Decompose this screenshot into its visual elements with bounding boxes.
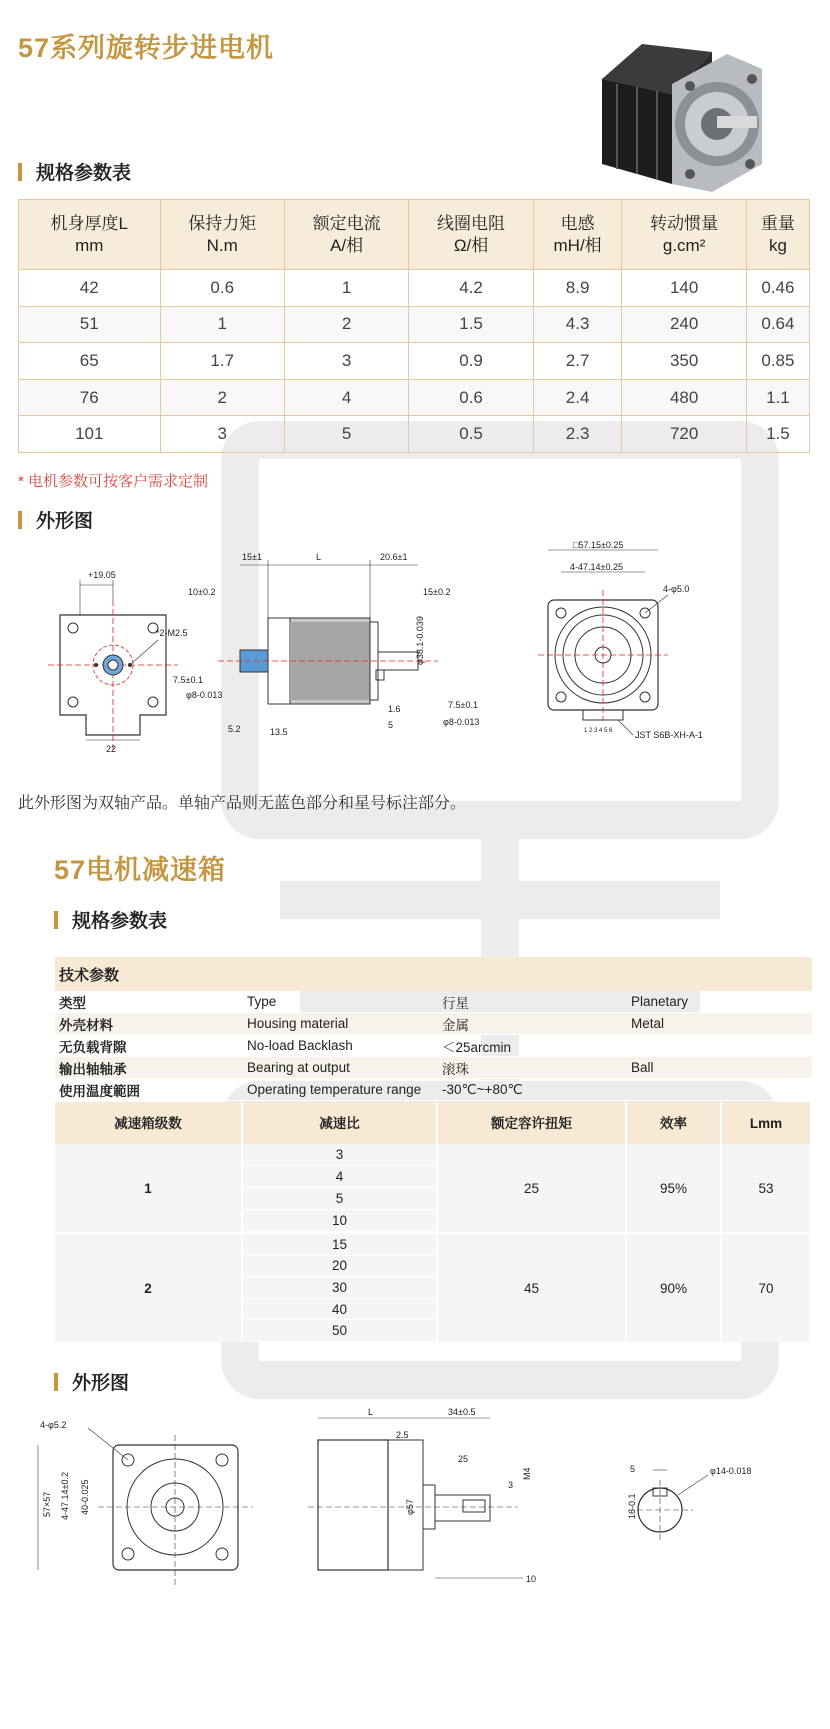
table-row xyxy=(19,416,810,453)
dim-label: M4 xyxy=(522,1467,532,1480)
motor-title: 57系列旋转步进电机 xyxy=(18,33,275,63)
ratio-cell: 4 xyxy=(243,1166,436,1188)
torque-cell: 45 xyxy=(438,1234,627,1342)
table-row xyxy=(19,343,810,380)
table-cell: 240 xyxy=(622,306,746,343)
table-cell: 1 xyxy=(284,270,408,307)
dim-label: 7.5±0.1 xyxy=(173,675,203,685)
table-cell: 140 xyxy=(622,270,746,307)
ratio-list xyxy=(243,1144,438,1232)
dim-label: 16-0.1 xyxy=(627,1493,637,1519)
dim-label: 34±0.5 xyxy=(448,1407,476,1417)
dim-label: 5 xyxy=(388,720,394,730)
table-cell: 0.64 xyxy=(746,306,809,343)
table-cell: 42 xyxy=(19,270,161,307)
header-ratio: 减速比 xyxy=(243,1102,438,1144)
dim-label: φ8-0.013 xyxy=(443,717,480,727)
ratio-cell: 40 xyxy=(243,1299,436,1321)
gearbox-title: 57电机减速箱 xyxy=(54,855,227,885)
header-efficiency: 效率 xyxy=(627,1102,722,1144)
custom-note: * 电机参数可按客户需求定制 xyxy=(18,473,209,490)
table-cell: 51 xyxy=(19,306,161,343)
table-cell: 0.46 xyxy=(746,270,809,307)
dim-label: 13.5 xyxy=(270,727,288,737)
motor-outline-heading: 外形图 xyxy=(18,506,93,533)
heading-bar xyxy=(18,163,22,181)
table-cell: 101 xyxy=(19,416,161,453)
table-cell: 0.5 xyxy=(409,416,533,453)
motor-spec-heading: 规格参数表 xyxy=(18,158,131,185)
tech-header: 技术参数 xyxy=(55,957,812,991)
table-cell: 5 xyxy=(284,416,408,453)
header-inductance: 电感 mH/相 xyxy=(533,200,622,270)
table-cell: 4.3 xyxy=(533,306,622,343)
dim-label: 4-47.14±0.2 xyxy=(60,1472,70,1520)
dim-label: φ14-0.018 xyxy=(710,1466,752,1476)
header-thickness: 机身厚度L mm xyxy=(19,200,161,270)
table-cell: 1.5 xyxy=(409,306,533,343)
gearbox-spec-heading: 规格参数表 xyxy=(54,906,167,933)
table-cell: 1.1 xyxy=(746,379,809,416)
dim-label: 1 2 3 4 5 6 xyxy=(584,728,613,734)
dim-label: +19.05 xyxy=(88,570,116,580)
ratio-group-2 xyxy=(55,1232,812,1342)
heading-bar xyxy=(54,1373,58,1391)
ratio-cell: 50 xyxy=(243,1320,436,1342)
heading-bar xyxy=(54,911,58,929)
dim-label: 40-0.025 xyxy=(80,1479,90,1515)
table-cell: 0.6 xyxy=(409,379,533,416)
dim-label: 4-47.14±0.25 xyxy=(570,562,623,572)
gearbox-side-view xyxy=(308,1407,536,1584)
dim-label: 2.5 xyxy=(396,1430,409,1440)
dim-label: 4-φ5.0 xyxy=(663,584,690,594)
table-cell: 4 xyxy=(284,379,408,416)
header-stage: 减速箱级数 xyxy=(55,1102,243,1144)
table-row: 无负载背隙 No-load Backlash ＜25arcmin xyxy=(55,1035,812,1057)
table-cell: 0.6 xyxy=(160,270,284,307)
motor-spec-table xyxy=(18,199,810,453)
dim-label: φ57 xyxy=(405,1499,415,1515)
table-cell: 2.7 xyxy=(533,343,622,380)
header-current: 额定电流 A/相 xyxy=(284,200,408,270)
gearbox-front-view xyxy=(38,1420,253,1585)
table-row: 使用温度範囲 Operating temperature range -30℃~+80℃ xyxy=(55,1079,812,1101)
table-row xyxy=(19,379,810,416)
gearbox-ratio-table xyxy=(55,1102,812,1342)
ratio-cell: 10 xyxy=(243,1210,436,1232)
outline-caption: 此外形图为双轴产品。单轴产品则无蓝色部分和星号标注部分。 xyxy=(18,795,467,812)
dim-label: □57.15±0.25 xyxy=(573,540,624,550)
eff-cell: 95% xyxy=(627,1144,722,1232)
table-cell: 2.4 xyxy=(533,379,622,416)
dim-label: *2-M2.5 xyxy=(156,628,188,638)
ratio-group-1 xyxy=(55,1144,812,1232)
ratio-cell: 3 xyxy=(243,1144,436,1166)
ratio-list xyxy=(243,1234,438,1342)
table-cell: 0.85 xyxy=(746,343,809,380)
dim-label: L xyxy=(368,1407,374,1417)
table-cell: 0.9 xyxy=(409,343,533,380)
header-inertia: 转动惯量 g.cm² xyxy=(622,200,746,270)
table-row: 外壳材料 Housing material 金属 Metal xyxy=(55,1013,812,1035)
stage-cell: 2 xyxy=(55,1234,243,1342)
gearbox-outline-drawing xyxy=(18,1400,818,1615)
gearbox-tech-table xyxy=(55,957,812,1101)
len-cell: 70 xyxy=(722,1234,812,1342)
shaft-section-view xyxy=(627,1464,751,1540)
ratio-cell: 20 xyxy=(243,1256,436,1278)
dim-label: 7.5±0.1 xyxy=(448,700,478,710)
dim-label: φ8-0.013 xyxy=(186,690,223,700)
table-cell: 480 xyxy=(622,379,746,416)
dim-label: 3 xyxy=(508,1480,514,1490)
dim-label: JST S6B-XH-A-1 xyxy=(635,730,703,740)
table-cell: 2 xyxy=(160,379,284,416)
table-cell: 3 xyxy=(284,343,408,380)
len-cell: 53 xyxy=(722,1144,812,1232)
dim-label: 15±0.2 xyxy=(423,587,451,597)
dim-label: 5 xyxy=(630,1464,636,1474)
table-cell: 76 xyxy=(19,379,161,416)
table-header-row xyxy=(19,200,810,270)
table-cell: 2 xyxy=(284,306,408,343)
table-cell: 3 xyxy=(160,416,284,453)
table-row: 类型 Type 行星 Planetary xyxy=(55,991,812,1013)
table-row xyxy=(19,270,810,307)
table-cell: 350 xyxy=(622,343,746,380)
dim-label: L xyxy=(316,552,322,562)
table-cell: 1.7 xyxy=(160,343,284,380)
ratio-cell: 15 xyxy=(243,1234,436,1256)
front-view xyxy=(48,570,188,754)
dim-label: 20.6±1 xyxy=(380,552,408,562)
dim-label: 1.6 xyxy=(388,704,401,714)
table-cell: 8.9 xyxy=(533,270,622,307)
dim-label: 57×57 xyxy=(42,1491,52,1517)
table-row xyxy=(19,306,810,343)
dim-label: 22 xyxy=(106,744,117,754)
ratio-cell: 5 xyxy=(243,1188,436,1210)
dim-label: 10±0.2 xyxy=(188,587,216,597)
table-row: 输出轴轴承 Bearing at output 滚珠 Ball xyxy=(55,1057,812,1079)
header-length: L mm xyxy=(722,1102,812,1144)
header-torque: 额定 容许扭矩 xyxy=(438,1102,627,1144)
stage-cell: 1 xyxy=(55,1144,243,1232)
rear-view xyxy=(538,540,703,740)
eff-cell: 90% xyxy=(627,1234,722,1342)
dim-label: 15±1 xyxy=(242,552,262,562)
header-resistance: 线圈电阻 Ω/相 xyxy=(409,200,533,270)
table-cell: 1 xyxy=(160,306,284,343)
table-cell: 720 xyxy=(622,416,746,453)
heading-bar xyxy=(18,511,22,529)
motor-outline-drawing xyxy=(18,540,818,780)
ratio-header-row xyxy=(55,1102,812,1144)
ratio-cell: 30 xyxy=(243,1277,436,1299)
dim-label: 5.2 xyxy=(228,724,241,734)
header-weight: 重量 kg xyxy=(746,200,809,270)
dim-label: 10 xyxy=(526,1574,537,1584)
torque-cell: 25 xyxy=(438,1144,627,1232)
dim-label: 25 xyxy=(458,1454,469,1464)
motor-photo xyxy=(592,24,772,194)
table-cell: 1.5 xyxy=(746,416,809,453)
dim-label: 4-φ5.2 xyxy=(40,1420,67,1430)
dim-label: φ38.1-0.039 xyxy=(415,616,425,665)
header-torque: 保持力矩 N.m xyxy=(160,200,284,270)
gearbox-outline-heading: 外形图 xyxy=(54,1368,129,1395)
table-cell: 65 xyxy=(19,343,161,380)
table-cell: 4.2 xyxy=(409,270,533,307)
table-cell: 2.3 xyxy=(533,416,622,453)
side-view xyxy=(173,552,479,737)
